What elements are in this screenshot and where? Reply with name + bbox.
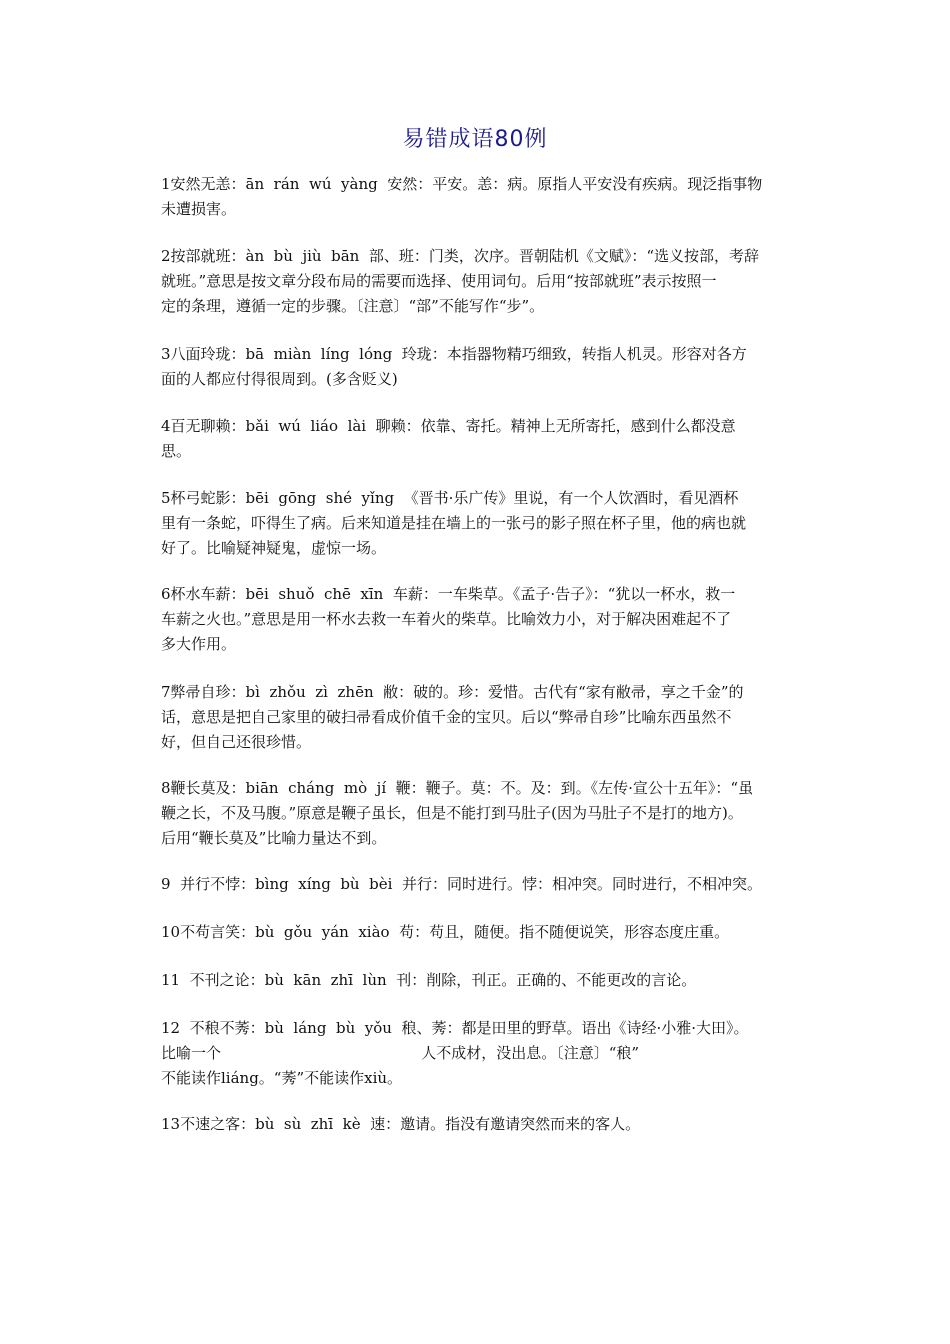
entry-line: 6杯水车薪：bēi shuǒ chē xīn 车薪：一车柴草。《孟子·告子》：“犹以一杯水，救一 (161, 585, 736, 603)
idiom-entry (161, 776, 811, 851)
entry-line: 后用“鞭长莫及”比喻力量达不到。 (161, 829, 387, 847)
entry-line: 好了。比喻疑神疑鬼，虚惊一场。 (161, 539, 387, 557)
idiom-entry (161, 342, 811, 392)
entry-line: 7弊帚自珍：bì zhǒu zì zhēn 敝：破的。珍：爱惜。古代有“家有敝帚，享之千金”的 (161, 683, 744, 701)
entry-line: 不能读作liáng。“莠”不能读作xiù。 (161, 1069, 403, 1087)
entry-line: 5杯弓蛇影：bēi gōng shé yǐng 《晋书·乐广传》里说，有一个人饮酒时，看见酒杯 (161, 489, 739, 507)
entry-line: 鞭之长，不及马腹。”原意是鞭子虽长，但是不能打到马肚子(因为马肚子不是打的地方)。 (161, 804, 743, 822)
entry-line: 好，但自己还很珍惜。 (161, 733, 312, 751)
entry-line: 11 不刊之论：bù kān zhī lùn 刊：削除，刊正。正确的、不能更改的言论。 (161, 971, 697, 989)
entry-line: 12 不稂不莠：bù láng bù yǒu 稂、莠：都是田里的野草。语出《诗经·小雅·大田》。 (161, 1019, 749, 1037)
entry-line: 定的条理，遵循一定的步骤。〔注意〕“部”不能写作“步”。 (161, 297, 545, 315)
entry-line: 就班。”意思是按文章分段布局的需要而选择、使用词句。后用“按部就班”表示按照一 (161, 272, 717, 290)
entry-line: 多大作用。 (161, 635, 237, 653)
idiom-entry (161, 920, 811, 945)
entry-line: 9 并行不悖：bìng xíng bù bèi 并行：同时进行。悖：相冲突。同时进行，不相冲突。 (161, 875, 762, 893)
entry-line: 13不速之客：bù sù zhī kè 速：邀请。指没有邀请突然而来的客人。 (161, 1115, 641, 1133)
entry-line: 车薪之火也。”意思是用一杯水去救一车着火的柴草。比喻效力小，对于解决困难起不了 (161, 610, 732, 628)
entry-line: 里有一条蛇，吓得生了病。后来知道是挂在墙上的一张弓的影子照在杯子里，他的病也就 (161, 514, 747, 532)
idiom-entry (161, 872, 811, 897)
entry-line: 未遭损害。 (161, 200, 237, 218)
entry-line: 2按部就班：àn bù jiù bān 部、班：门类，次序。晋朝陆机《文赋》：“选义按部，考辞 (161, 247, 760, 265)
page-title: 易错成语80例 (402, 127, 548, 152)
entry-line: 4百无聊赖：bǎi wú liáo lài 聊赖：依靠、寄托。精神上无所寄托，感到什么都没意 (161, 417, 736, 435)
idiom-entry (161, 1016, 811, 1091)
idiom-entry (161, 486, 811, 561)
idiom-entry (161, 968, 811, 993)
idiom-entry (161, 172, 811, 222)
entry-line: 话，意思是把自己家里的破扫帚看成价值千金的宝贝。后以“弊帚自珍”比喻东西虽然不 (161, 708, 732, 726)
idiom-entry (161, 582, 811, 657)
entry-line: 10不苟言笑：bù gǒu yán xiào 苟：苟且，随便。指不随便说笑，形容态度庄重。 (161, 923, 730, 941)
entry-line: 3八面玲珑：bā miàn líng lóng 玲珑：本指器物精巧细致，转指人机灵。形容对各方 (161, 345, 747, 363)
entry-line: 1安然无恙：ān rán wú yàng 安然：平安。恙：病。原指人平安没有疾病。现泛指事物 (161, 175, 763, 193)
idiom-entry (161, 680, 811, 755)
idiom-entry (161, 244, 811, 319)
entry-line: 思。 (161, 442, 192, 460)
idiom-entry (161, 414, 811, 464)
entry-line: 8鞭长莫及：biān cháng mò jí 鞭：鞭子。莫：不。及：到。《左传·宣公十五年》：“虽 (161, 779, 754, 797)
idiom-entry (161, 1112, 811, 1137)
entry-line: 面的人都应付得很周到。(多含贬义) (161, 370, 398, 388)
entry-line: 比喻一个 人不成材，没出息。〔注意〕“稂” (161, 1044, 640, 1062)
